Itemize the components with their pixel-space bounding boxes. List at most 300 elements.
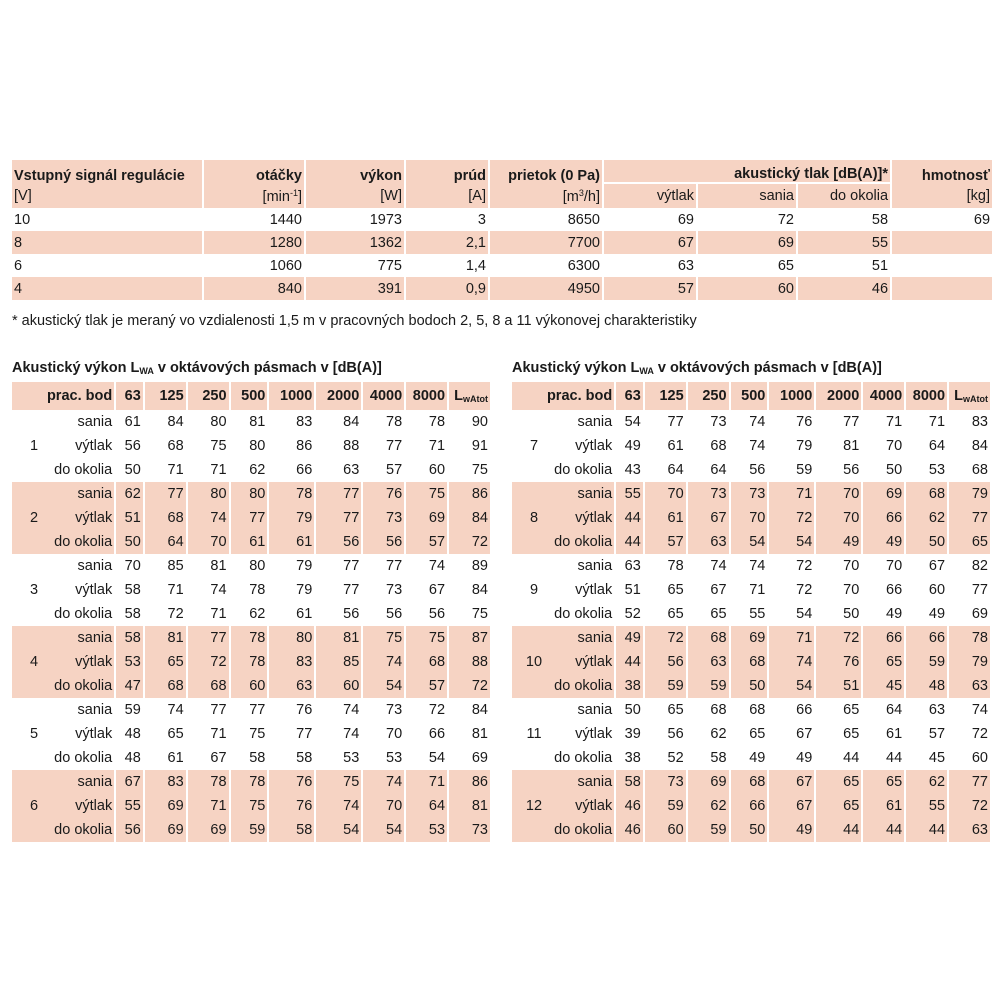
value-cell: 70 [816, 482, 861, 506]
value-cell: 75 [210, 438, 227, 454]
value-cell: 69 [188, 818, 229, 842]
value-cell: 63 [343, 462, 360, 478]
value-cell: 70 [188, 530, 229, 554]
cell-current: 2,1 [406, 231, 488, 254]
header-band: 4000 [363, 382, 404, 410]
value-cell: 54 [769, 530, 814, 554]
value-cell: 77 [145, 482, 186, 506]
value-cell: 78 [188, 770, 229, 794]
value-cell: 78 [231, 770, 268, 794]
value-cell: 49 [928, 606, 946, 622]
value-cell: 67 [769, 770, 814, 794]
value-cell: 49 [816, 530, 861, 554]
table-row [12, 674, 490, 698]
value-cell: 56 [428, 606, 446, 622]
value-cell: 74 [971, 702, 988, 718]
cell-power: 1973 [369, 211, 402, 228]
cell-rpm: 1440 [269, 211, 302, 228]
value-cell: 68 [906, 482, 947, 506]
row-label: do okolia [554, 750, 613, 766]
row-label: do okolia [554, 462, 613, 478]
value-cell: 74 [769, 650, 814, 674]
header-current: prúd [406, 160, 488, 184]
value-cell: 86 [449, 482, 490, 506]
table-row [512, 602, 990, 626]
value-cell: 46 [616, 794, 643, 818]
cell-signal: 4 [12, 277, 202, 300]
value-cell: 77 [316, 482, 361, 506]
value-cell: 88 [449, 650, 490, 674]
value-cell: 59 [906, 650, 947, 674]
value-cell: 75 [231, 794, 268, 818]
value-cell: 65 [667, 582, 684, 598]
value-cell: 80 [231, 482, 268, 506]
value-cell: 62 [249, 462, 266, 478]
value-cell: 83 [971, 414, 988, 430]
value-cell: 75 [316, 770, 361, 794]
value-cell: 69 [145, 818, 186, 842]
value-cell: 71 [769, 626, 814, 650]
cell-weight [892, 254, 992, 277]
value-cell: 75 [471, 462, 488, 478]
value-cell: 78 [949, 626, 990, 650]
value-cell: 83 [269, 650, 314, 674]
value-cell: 53 [343, 750, 360, 766]
header-total: $L_{wAtot}$ [949, 382, 990, 410]
value-cell: 68 [731, 650, 768, 674]
row-label: sania [12, 770, 114, 794]
header-signal-unit: [V] [12, 184, 202, 208]
cell-power: 775 [377, 257, 402, 274]
value-cell: 84 [471, 702, 488, 718]
value-cell: 68 [749, 702, 766, 718]
value-cell: 67 [688, 506, 729, 530]
value-cell: 59 [688, 674, 729, 698]
cell-env: 51 [871, 257, 889, 274]
value-cell: 64 [928, 438, 946, 454]
row-label: do okolia [12, 818, 114, 842]
value-cell: 70 [843, 582, 860, 598]
value-cell: 76 [296, 702, 313, 718]
value-cell: 67 [210, 750, 227, 766]
value-cell: 91 [471, 438, 488, 454]
value-cell: 81 [210, 558, 227, 574]
cell-weight [892, 277, 992, 300]
value-cell: 72 [188, 650, 229, 674]
row-label: do okolia [554, 606, 613, 622]
value-cell: 59 [645, 794, 686, 818]
value-cell: 48 [124, 750, 141, 766]
table-row [12, 506, 490, 530]
value-cell: 68 [731, 770, 768, 794]
table-row [512, 818, 990, 842]
value-cell: 78 [386, 414, 403, 430]
value-cell: 70 [124, 558, 141, 574]
value-cell: 65 [667, 606, 684, 622]
value-cell: 70 [731, 506, 768, 530]
row-label: do okolia [12, 530, 114, 554]
table-row [512, 578, 990, 602]
header-band: 125 [145, 382, 186, 410]
header-band: 4000 [863, 382, 904, 410]
value-cell: 77 [296, 726, 313, 742]
value-cell: 77 [210, 702, 227, 718]
value-cell: 45 [928, 750, 946, 766]
value-cell: 77 [386, 438, 403, 454]
value-cell: 67 [928, 558, 946, 574]
value-cell: 71 [210, 462, 227, 478]
value-cell: 56 [124, 438, 141, 454]
value-cell: 67 [116, 770, 143, 794]
table-row [512, 554, 990, 578]
value-cell: 61 [886, 726, 903, 742]
value-cell: 59 [231, 818, 268, 842]
value-cell: 77 [343, 558, 360, 574]
sound-power-table-right [510, 382, 992, 842]
row-label: 6 výtlak [12, 794, 114, 818]
table-row [512, 482, 990, 506]
value-cell: 71 [928, 414, 946, 430]
table-row [12, 482, 490, 506]
header-current-unit: [A] [406, 184, 488, 208]
value-cell: 71 [428, 438, 446, 454]
value-cell: 72 [971, 726, 988, 742]
cell-power: 1362 [306, 231, 404, 254]
header-rpm-unit: $[\min^{-1}]$ [204, 184, 304, 208]
value-cell: 51 [816, 674, 861, 698]
value-cell: 44 [906, 818, 947, 842]
header-band: 2000 [316, 382, 361, 410]
value-cell: 60 [316, 674, 361, 698]
table-row [12, 254, 992, 277]
value-cell: 78 [269, 482, 314, 506]
value-cell: 57 [645, 530, 686, 554]
value-cell: 38 [624, 750, 641, 766]
value-cell: 60 [645, 818, 686, 842]
value-cell: 73 [731, 482, 768, 506]
value-cell: 71 [886, 414, 903, 430]
value-cell: 61 [296, 606, 313, 622]
value-cell: 78 [249, 582, 266, 598]
value-cell: 45 [863, 674, 904, 698]
value-cell: 74 [363, 770, 404, 794]
header-band: 63 [616, 382, 643, 410]
table-row [12, 277, 992, 300]
value-cell: 69 [471, 750, 488, 766]
value-cell: 65 [749, 726, 766, 742]
value-cell: 81 [316, 626, 361, 650]
value-cell: 65 [949, 530, 990, 554]
value-cell: 80 [249, 438, 266, 454]
value-cell: 70 [386, 726, 403, 742]
value-cell: 81 [145, 626, 186, 650]
value-cell: 69 [971, 606, 988, 622]
value-cell: 68 [145, 506, 186, 530]
value-cell: 57 [928, 726, 946, 742]
table-row [12, 626, 490, 650]
table-row [512, 746, 990, 770]
value-cell: 72 [816, 626, 861, 650]
value-cell: 85 [167, 558, 184, 574]
header-flow-unit: $[m^3/h]$ [490, 184, 602, 208]
value-cell: 39 [624, 726, 641, 742]
value-cell: 62 [688, 794, 729, 818]
value-cell: 81 [471, 726, 488, 742]
header-sound-env: do okolia [798, 184, 890, 208]
value-cell: 78 [231, 626, 268, 650]
row-label: do okolia [12, 674, 114, 698]
value-cell: 61 [231, 530, 268, 554]
header-band: 1000 [269, 382, 314, 410]
value-cell: 73 [386, 582, 403, 598]
table-row [12, 554, 490, 578]
table-row [512, 410, 990, 434]
point-id: 7 [529, 438, 539, 454]
value-cell: 73 [386, 702, 403, 718]
row-label: sania [512, 482, 614, 506]
value-cell: 43 [624, 462, 641, 478]
value-cell: 54 [316, 818, 361, 842]
cell-signal: 10 [14, 211, 31, 228]
value-cell: 59 [688, 818, 729, 842]
value-cell: 64 [406, 794, 447, 818]
value-cell: 74 [210, 582, 227, 598]
point-id: 11 [526, 726, 542, 742]
value-cell: 63 [624, 558, 641, 574]
header-total: $L_{wAtot}$ [449, 382, 490, 410]
value-cell: 83 [145, 770, 186, 794]
point-id: 12 [525, 798, 543, 814]
value-cell: 74 [343, 726, 360, 742]
row-label: sania [77, 558, 113, 574]
value-cell: 55 [116, 794, 143, 818]
table-row [12, 530, 490, 554]
row-label: sania [512, 626, 614, 650]
value-cell: 90 [471, 414, 488, 430]
cell-in: 72 [777, 211, 794, 228]
row-label: 11 výtlak [512, 722, 614, 746]
value-cell: 74 [749, 438, 766, 454]
value-cell: 54 [363, 818, 404, 842]
value-cell: 79 [296, 582, 313, 598]
header-band: 125 [645, 382, 686, 410]
table-row [12, 746, 490, 770]
value-cell: 55 [749, 606, 766, 622]
header-band: 63 [116, 382, 143, 410]
value-cell: 64 [145, 530, 186, 554]
value-cell: 79 [296, 558, 313, 574]
value-cell: 60 [428, 462, 446, 478]
cell-flow: 7700 [490, 231, 602, 254]
value-cell: 79 [796, 438, 813, 454]
value-cell: 57 [386, 462, 403, 478]
value-cell: 74 [316, 794, 361, 818]
table-row [12, 231, 992, 254]
value-cell: 71 [749, 582, 766, 598]
header-sound-in: sania [698, 184, 796, 208]
value-cell: 57 [406, 674, 447, 698]
value-cell: 75 [363, 626, 404, 650]
value-cell: 78 [667, 558, 684, 574]
value-cell: 74 [749, 558, 766, 574]
value-cell: 65 [863, 770, 904, 794]
value-cell: 44 [863, 818, 904, 842]
value-cell: 70 [645, 482, 686, 506]
value-cell: 63 [688, 650, 729, 674]
value-cell: 49 [616, 626, 643, 650]
value-cell: 84 [343, 414, 360, 430]
value-cell: 64 [886, 702, 903, 718]
cell-signal: 6 [14, 257, 23, 274]
value-cell: 62 [249, 606, 266, 622]
value-cell: 67 [710, 582, 727, 598]
value-cell: 66 [863, 506, 904, 530]
value-cell: 86 [296, 438, 313, 454]
cell-power: 391 [306, 277, 404, 300]
cell-out: 57 [604, 277, 696, 300]
value-cell: 75 [406, 482, 447, 506]
value-cell: 72 [428, 702, 446, 718]
table-row [12, 818, 490, 842]
value-cell: 67 [428, 582, 446, 598]
value-cell: 38 [616, 674, 643, 698]
value-cell: 66 [428, 726, 446, 742]
value-cell: 44 [843, 750, 860, 766]
value-cell: 88 [343, 438, 360, 454]
value-cell: 65 [145, 650, 186, 674]
header-band: 250 [188, 382, 229, 410]
value-cell: 68 [688, 626, 729, 650]
row-label: 1 výtlak [12, 434, 114, 458]
value-cell: 50 [886, 462, 903, 478]
cell-signal: 8 [12, 231, 202, 254]
value-cell: 60 [971, 750, 988, 766]
value-cell: 65 [167, 726, 184, 742]
row-label: do okolia [54, 750, 113, 766]
value-cell: 68 [971, 462, 988, 478]
value-cell: 56 [363, 530, 404, 554]
value-cell: 54 [731, 530, 768, 554]
row-label: 4 výtlak [12, 650, 114, 674]
value-cell: 44 [616, 506, 643, 530]
value-cell: 81 [843, 438, 860, 454]
value-cell: 89 [471, 558, 488, 574]
header-band: 1000 [769, 382, 814, 410]
row-label: sania [512, 770, 614, 794]
cell-flow: 4950 [490, 277, 602, 300]
value-cell: 73 [645, 770, 686, 794]
value-cell: 58 [710, 750, 727, 766]
header-point: prac. bod [12, 382, 114, 410]
cell-out: 69 [677, 211, 694, 228]
header-sound-out: výtlak [604, 184, 696, 208]
cell-weight [892, 231, 992, 254]
value-cell: 50 [124, 462, 141, 478]
value-cell: 56 [116, 818, 143, 842]
value-cell: 58 [116, 626, 143, 650]
value-cell: 56 [749, 462, 766, 478]
value-cell: 83 [296, 414, 313, 430]
value-cell: 47 [116, 674, 143, 698]
header-band: 500 [731, 382, 768, 410]
value-cell: 77 [249, 702, 266, 718]
value-cell: 54 [428, 750, 446, 766]
value-cell: 56 [843, 462, 860, 478]
value-cell: 79 [949, 482, 990, 506]
table-row [12, 208, 992, 231]
value-cell: 74 [363, 650, 404, 674]
value-cell: 68 [710, 438, 727, 454]
value-cell: 79 [269, 506, 314, 530]
value-cell: 72 [796, 582, 813, 598]
value-cell: 76 [816, 650, 861, 674]
header-row [512, 382, 990, 410]
point-id: 10 [525, 654, 543, 670]
value-cell: 61 [667, 438, 684, 454]
value-cell: 77 [971, 582, 988, 598]
value-cell: 65 [710, 606, 727, 622]
value-cell: 74 [710, 558, 727, 574]
value-cell: 69 [145, 794, 186, 818]
table-row [12, 650, 490, 674]
value-cell: 54 [796, 606, 813, 622]
row-label: 9 výtlak [512, 578, 614, 602]
footnote: * akustický tlak je meraný vo vzdialenosti 1,5 m v pracovných bodoch 2, 5, 8 a 11 výkonovej charakteristiky [12, 313, 697, 329]
row-label: sania [577, 414, 613, 430]
value-cell: 60 [928, 582, 946, 598]
value-cell: 87 [449, 626, 490, 650]
value-cell: 71 [406, 770, 447, 794]
row-label: sania [12, 626, 114, 650]
header-band: 8000 [906, 382, 947, 410]
value-cell: 68 [406, 650, 447, 674]
value-cell: 65 [816, 794, 861, 818]
value-cell: 64 [710, 462, 727, 478]
point-id: 8 [529, 510, 539, 526]
value-cell: 71 [210, 606, 227, 622]
table-row [12, 602, 490, 626]
row-label: sania [577, 558, 613, 574]
value-cell: 54 [624, 414, 641, 430]
value-cell: 77 [667, 414, 684, 430]
value-cell: 61 [269, 530, 314, 554]
value-cell: 44 [886, 750, 903, 766]
cell-rpm: 840 [204, 277, 304, 300]
value-cell: 50 [116, 530, 143, 554]
value-cell: 72 [769, 506, 814, 530]
value-cell: 68 [145, 674, 186, 698]
value-cell: 61 [124, 414, 141, 430]
value-cell: 80 [269, 626, 314, 650]
table-row [512, 434, 990, 458]
value-cell: 61 [645, 506, 686, 530]
value-cell: 67 [796, 726, 813, 742]
value-cell: 56 [645, 650, 686, 674]
table-row [512, 770, 990, 794]
cell-rpm: 1060 [269, 257, 302, 274]
value-cell: 52 [624, 606, 641, 622]
value-cell: 66 [886, 582, 903, 598]
value-cell: 44 [616, 530, 643, 554]
value-cell: 72 [449, 674, 490, 698]
row-label: 3 výtlak [12, 578, 114, 602]
point-id: 1 [29, 438, 39, 454]
value-cell: 63 [949, 674, 990, 698]
value-cell: 71 [167, 462, 184, 478]
header-power: výkon [306, 160, 404, 184]
header-band: 500 [231, 382, 268, 410]
cell-flow: 6300 [567, 257, 600, 274]
